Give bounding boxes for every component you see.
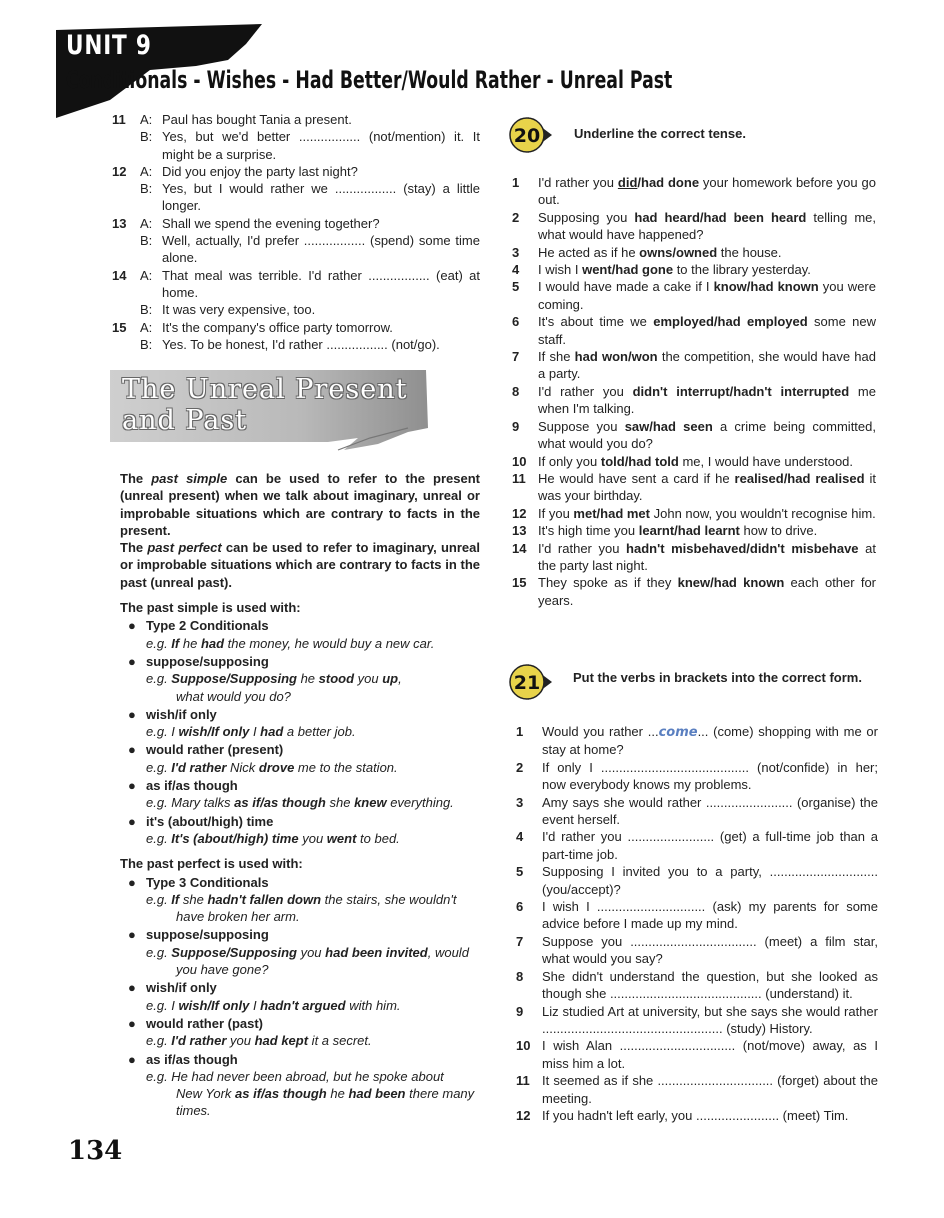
- item-number: 10: [512, 453, 527, 469]
- item-text: Amy says she would rather ........................ (organise) the event herself.: [542, 794, 878, 828]
- item-number: 6: [516, 899, 524, 915]
- dialogue-line: [112, 128, 480, 163]
- item-text: I'd rather you hadn't misbehaved/didn't misbehave at the party last night.: [538, 540, 876, 573]
- example-sentence: have broken her arm.: [176, 909, 300, 925]
- exercise-item: [512, 505, 876, 522]
- item-number: 14: [112, 267, 127, 283]
- usage-bullet: [120, 979, 480, 996]
- exercise-item: [512, 313, 876, 348]
- exercise-item: [512, 209, 876, 244]
- speaker-label: B:: [140, 129, 153, 145]
- item-number: 2: [516, 759, 524, 775]
- dialogue-text: It was very expensive, too.: [162, 302, 316, 318]
- section-title-line2: and Past: [122, 405, 248, 436]
- example-sentence: what would you do?: [176, 688, 291, 704]
- speaker-label: A:: [140, 163, 153, 179]
- exercise-item: [512, 244, 876, 261]
- item-text: I wish I went/had gone to the library yesterday.: [538, 262, 811, 278]
- usage-heading: would rather (past): [146, 1015, 264, 1031]
- usage-heading: as if/as though: [146, 778, 238, 794]
- bullet-icon: ●: [128, 706, 136, 722]
- item-number: 4: [516, 829, 524, 845]
- item-number: 7: [516, 933, 524, 949]
- dialogue-exercise-continued: [112, 111, 480, 353]
- dialogue-text: Yes, but I would rather we ................. (stay) a little longer.: [162, 181, 480, 214]
- usage-heading: wish/if only: [146, 980, 217, 996]
- item-number: [112, 128, 140, 163]
- item-number: 4: [512, 262, 520, 278]
- example-sentence: e.g. Suppose/Supposing you had been invited, would: [146, 944, 469, 960]
- item-number: 3: [512, 244, 520, 260]
- dialogue-line: [112, 336, 480, 353]
- dialogue-line: [112, 319, 480, 336]
- exercise-item: [512, 278, 876, 313]
- usage-heading: Type 2 Conditionals: [146, 618, 269, 634]
- example-sentence: New York as if/as though he had been there many: [176, 1086, 475, 1102]
- exercise-21-instruction: Put the verbs in brackets into the correct form.: [573, 670, 862, 685]
- dialogue-text: Yes. To be honest, I'd rather ................. (not/go).: [162, 336, 440, 352]
- item-text: Suppose you ................................... (meet) a film star, what would you say?: [542, 933, 878, 967]
- exercise-item: [516, 898, 878, 933]
- item-text: If she had won/won the competition, she would have had a party.: [538, 349, 876, 382]
- usage-bullet: [120, 653, 480, 670]
- bullet-icon: ●: [128, 1015, 136, 1031]
- bullet-icon: ●: [128, 813, 136, 829]
- dialogue-text: It's the company's office party tomorrow.: [162, 319, 393, 335]
- item-number: 12: [512, 505, 527, 521]
- dialogue-text: Paul has bought Tania a present.: [162, 112, 352, 127]
- item-text: Liz studied Art at university, but she says she would rather .................................................. (study) History.: [542, 1003, 878, 1036]
- bullet-icon: ●: [128, 653, 136, 669]
- usage-bullet: [120, 777, 480, 794]
- item-text: If you hadn't left early, you ....................... (meet) Tim.: [542, 1107, 849, 1123]
- item-text: They spoke as if they knew/had known each other for years.: [538, 575, 877, 608]
- exercise-21-badge-icon: [508, 662, 552, 702]
- usage-bullet: [120, 741, 480, 758]
- section-title-line1: The Unreal Present: [122, 374, 408, 405]
- usage-bullet: [120, 874, 480, 891]
- dialogue-line: [112, 180, 480, 215]
- item-number: 1: [516, 724, 524, 739]
- usage-bullet: [120, 926, 480, 943]
- exercise-item: [516, 1037, 878, 1072]
- item-number: 11: [512, 470, 526, 486]
- item-text: I'd rather you did/had done your homework before you go out.: [538, 175, 876, 208]
- item-number: 12: [112, 163, 127, 179]
- item-number: [112, 301, 140, 318]
- usage-heading: Type 3 Conditionals: [146, 874, 269, 890]
- dialogue-line: [112, 301, 480, 318]
- item-number: 5: [516, 864, 524, 880]
- item-number: 11: [112, 112, 126, 127]
- usage-heading: suppose/supposing: [146, 927, 269, 943]
- unit-label: UNIT 9: [66, 30, 152, 61]
- exercise-item: [516, 863, 878, 898]
- item-number: 15: [512, 575, 527, 591]
- item-number: 2: [512, 209, 520, 225]
- usage-heading: wish/if only: [146, 706, 217, 722]
- usage-bullet: [120, 617, 480, 634]
- grammar-explanation: [120, 470, 480, 1120]
- item-number: 13: [512, 523, 527, 539]
- example-sentence: e.g. I'd rather Nick drove me to the station.: [146, 759, 398, 775]
- exercise-21-number: 21: [513, 672, 541, 694]
- exercise-item: [516, 968, 878, 1003]
- item-number: 14: [512, 540, 527, 556]
- exercise-item: [516, 794, 878, 829]
- dialogue-text: Shall we spend the evening together?: [162, 215, 380, 231]
- item-number: 13: [112, 215, 127, 231]
- example-sentence: e.g. He had never been abroad, but he spoke about: [146, 1068, 444, 1084]
- dialogue-text: Did you enjoy the party last night?: [162, 163, 358, 179]
- rule-paragraph-2: The past perfect can be used to refer to imaginary, unreal or improbable situations which are contrary to facts in the past (unreal past).: [120, 540, 480, 590]
- exercise-item: [516, 1107, 878, 1124]
- exercise-item: [512, 522, 876, 539]
- exercise-item: [512, 540, 876, 575]
- exercise-item: [512, 261, 876, 278]
- bullet-icon: ●: [128, 1051, 136, 1067]
- item-text: If you met/had met John now, you wouldn't recognise him.: [538, 505, 876, 521]
- item-text: I'd rather you didn't interrupt/hadn't interrupted me when I'm talking.: [538, 383, 876, 417]
- speaker-label: A:: [140, 112, 153, 127]
- bullet-icon: ●: [128, 618, 136, 634]
- item-number: 9: [512, 418, 520, 434]
- dialogue-line: [112, 215, 480, 232]
- dialogue-text: That meal was terrible. I'd rather ................. (eat) at home.: [162, 267, 480, 300]
- item-text: It seemed as if she ................................ (forget) about the meeting.: [542, 1073, 878, 1106]
- usage-heading: would rather (present): [146, 742, 284, 758]
- dialogue-line: [112, 163, 480, 180]
- item-text: If only I ......................................... (not/confide) in her; now everybody knows my problems.: [542, 759, 878, 793]
- exercise-20-list: [512, 174, 876, 609]
- dialogue-text: Well, actually, I'd prefer ................. (spend) some time alone.: [162, 233, 480, 266]
- exercise-item: [516, 759, 878, 794]
- exercise-20-number: 20: [513, 125, 541, 147]
- item-text: If only you told/had told me, I would have understood.: [538, 453, 854, 469]
- bullet-icon: ●: [128, 927, 136, 943]
- speaker-label: B:: [140, 336, 153, 352]
- speaker-label: A:: [140, 215, 153, 231]
- dialogue-line: [112, 267, 480, 302]
- speaker-label: A:: [140, 319, 153, 335]
- item-number: 7: [512, 349, 520, 365]
- speaker-label: A:: [140, 267, 153, 283]
- example-sentence: e.g. I wish/If only I had a better job.: [146, 724, 356, 740]
- usage-section-heading: The past simple is used with:: [120, 600, 301, 616]
- item-number: 10: [516, 1038, 531, 1054]
- example-sentence: e.g. Suppose/Supposing he stood you up,: [146, 671, 402, 687]
- exercise-item: [512, 574, 876, 609]
- item-number: [112, 232, 140, 267]
- exercise-item: [512, 348, 876, 383]
- item-text: It's about time we employed/had employed some new staff.: [538, 314, 876, 347]
- exercise-item: [512, 453, 876, 470]
- item-text: She didn't understand the question, but she looked as though she .......................................... (understand) it.: [542, 968, 878, 1002]
- example-sentence: e.g. I'd rather you had kept it a secret.: [146, 1033, 372, 1049]
- item-number: 1: [512, 175, 520, 190]
- rule-paragraph-1: The past simple can be used to refer to the present (unreal present) when we talk about imaginary, unreal or improbable situations which are contrary to facts in the present.: [120, 471, 480, 538]
- usage-bullet: [120, 813, 480, 830]
- item-text: Supposing you had heard/had been heard telling me, what would have happened?: [538, 209, 876, 243]
- exercise-item: [512, 470, 876, 505]
- exercise-21-list: [516, 723, 878, 1124]
- bullet-icon: ●: [128, 778, 136, 794]
- speaker-label: B:: [140, 233, 153, 249]
- item-number: 8: [512, 383, 520, 399]
- item-text: He would have sent a card if he realised/had realised it was your birthday.: [538, 470, 876, 504]
- item-number: [112, 180, 140, 215]
- exercise-item: [512, 418, 876, 453]
- dialogue-line: [112, 232, 480, 267]
- item-text: I would have made a cake if I know/had known you were coming.: [538, 279, 876, 312]
- exercise-item: [516, 933, 878, 968]
- speaker-label: B:: [140, 302, 153, 318]
- usage-heading: it's (about/high) time: [146, 813, 274, 829]
- item-text: Would you rather ...come... (come) shopping with me or stay at home?: [542, 724, 878, 758]
- item-number: 15: [112, 319, 127, 335]
- example-sentence: e.g. It's (about/high) time you went to bed.: [146, 830, 400, 846]
- item-number: [112, 336, 140, 353]
- usage-bullet: [120, 706, 480, 723]
- exercise-item: [516, 1072, 878, 1107]
- dialogue-text: Yes, but we'd better ................. (not/mention) it. It might be a surprise.: [162, 129, 480, 162]
- bullet-icon: ●: [128, 980, 136, 996]
- item-text: Supposing I invited you to a party, .............................. (you/accept)?: [542, 864, 878, 897]
- item-text: I'd rather you ........................ (get) a full-time job than a part-time job.: [542, 829, 878, 862]
- exercise-20-badge-icon: [508, 115, 552, 155]
- speaker-label: B:: [140, 181, 153, 197]
- item-text: I wish I .............................. (ask) my parents for some advice before I made up my mind.: [542, 899, 878, 932]
- item-number: 11: [516, 1073, 530, 1089]
- exercise-item: [516, 828, 878, 863]
- example-sentence: times.: [176, 1103, 211, 1119]
- unit-title: Conditionals - Wishes - Had Better/Would Rather - Unreal Past: [66, 66, 673, 94]
- usage-heading: suppose/supposing: [146, 653, 269, 669]
- item-text: I wish Alan ................................ (not/move) away, as I miss him a lot.: [542, 1038, 878, 1071]
- item-number: 6: [512, 314, 520, 330]
- page-number: 134: [68, 1136, 123, 1166]
- item-number: 8: [516, 968, 524, 984]
- item-number: 12: [516, 1107, 531, 1123]
- exercise-20-instruction: Underline the correct tense.: [574, 126, 746, 141]
- item-number: 3: [516, 794, 524, 810]
- usage-section-heading: The past perfect is used with:: [120, 856, 303, 872]
- exercise-item: [512, 383, 876, 418]
- dialogue-line: [112, 111, 480, 128]
- bullet-icon: ●: [128, 874, 136, 890]
- item-text: Suppose you saw/had seen a crime being committed, what would you do?: [538, 418, 876, 452]
- item-text: He acted as if he owns/owned the house.: [538, 244, 782, 260]
- item-text: It's high time you learnt/had learnt how to drive.: [538, 523, 818, 539]
- exercise-item: [512, 174, 876, 209]
- example-sentence: e.g. If he had the money, he would buy a new car.: [146, 635, 435, 651]
- usage-bullet: [120, 1015, 480, 1032]
- item-number: 9: [516, 1003, 524, 1019]
- example-sentence: e.g. If she hadn't fallen down the stairs, she wouldn't: [146, 891, 457, 907]
- bullet-icon: ●: [128, 742, 136, 758]
- usage-heading: as if/as though: [146, 1051, 238, 1067]
- usage-bullet: [120, 1051, 480, 1068]
- exercise-item: [516, 723, 878, 759]
- example-sentence: you have gone?: [176, 962, 269, 978]
- example-sentence: e.g. Mary talks as if/as though she knew everything.: [146, 795, 454, 811]
- exercise-item: [516, 1003, 878, 1038]
- example-sentence: e.g. I wish/If only I hadn't argued with him.: [146, 997, 401, 1013]
- item-number: 5: [512, 279, 520, 295]
